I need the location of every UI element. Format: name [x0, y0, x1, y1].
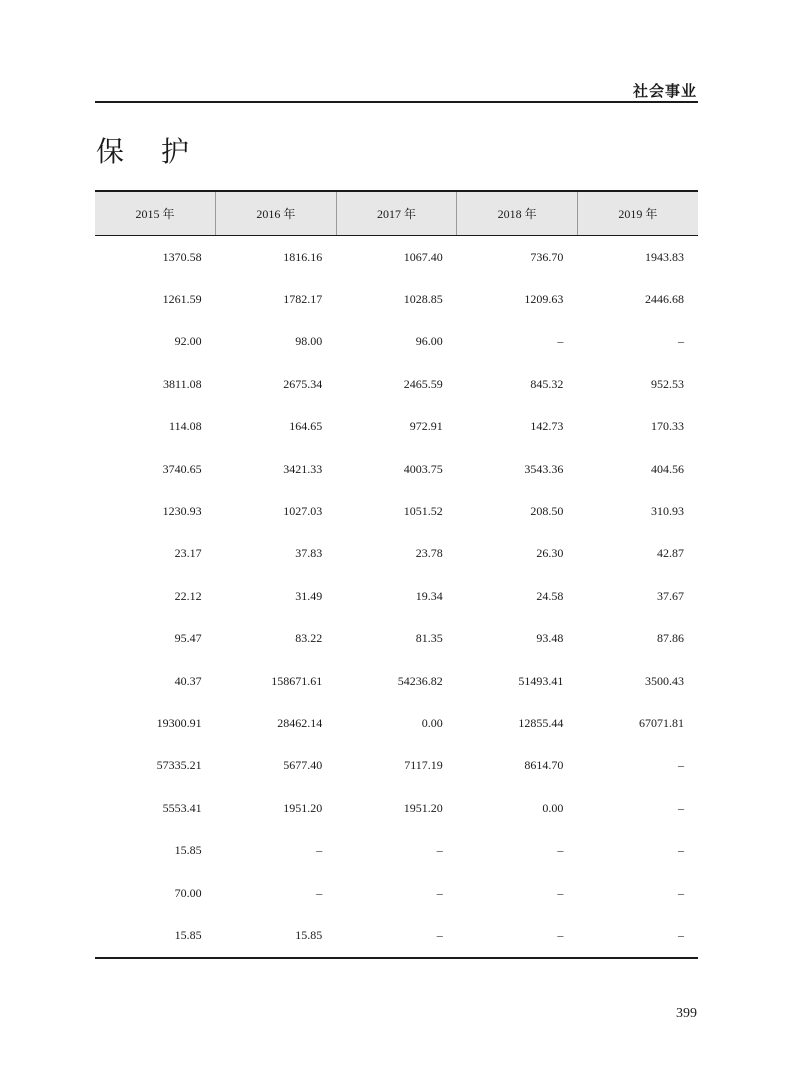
table-cell: 95.47	[174, 631, 202, 646]
table-cell: 96.00	[415, 334, 443, 349]
table-cell: 87.86	[657, 631, 684, 646]
table-cell: 24.58	[536, 588, 564, 603]
table-cell: 93.48	[536, 631, 564, 646]
table-row	[95, 829, 698, 871]
table-cell: 98.00	[295, 334, 323, 349]
table-cell: 0.00	[421, 715, 443, 730]
table-cell: –	[436, 843, 443, 858]
table-cell: 37.83	[295, 546, 323, 561]
table-row	[95, 321, 698, 363]
data-table	[95, 190, 698, 959]
table-cell: 67071.81	[639, 715, 684, 730]
table-cell: 22.12	[174, 588, 202, 603]
table-cell: –	[678, 843, 684, 858]
table-cell: 8614.70	[524, 758, 564, 773]
table-cell: –	[457, 914, 578, 957]
table-cell: 40.37	[174, 673, 202, 688]
table-cell: 845.32	[530, 376, 564, 391]
table-cell: 83.22	[295, 631, 323, 646]
column-header: 2019 年	[577, 191, 698, 236]
table-cell: 42.87	[657, 546, 684, 561]
column-header: 2018 年	[457, 191, 578, 236]
table-cell: 51493.41	[518, 673, 564, 688]
column-header: 2017 年	[336, 191, 457, 236]
table-cell: 31.49	[295, 588, 323, 603]
table-cell: 114.08	[169, 419, 202, 434]
page-title: 保 护	[96, 135, 203, 168]
table-cell: 142.73	[530, 419, 564, 434]
section-label: 社会事业	[632, 82, 697, 100]
table-cell: 81.35	[415, 631, 443, 646]
table-row	[95, 702, 698, 744]
table-cell: 15.85	[95, 914, 216, 957]
table-cell: –	[577, 914, 698, 957]
table-cell: 92.00	[174, 334, 202, 349]
table-cell: 972.91	[409, 419, 443, 434]
table-cell: –	[557, 843, 564, 858]
table-cell: 12855.44	[518, 715, 564, 730]
table-cell: 26.30	[536, 546, 564, 561]
table-row	[95, 872, 698, 914]
table-cell: 1230.93	[162, 504, 202, 519]
header-rule	[95, 101, 698, 103]
table-cell: –	[436, 885, 443, 900]
table-cell: 1051.52	[403, 504, 443, 519]
table-cell: 1951.20	[403, 800, 443, 815]
table-cell: 1209.63	[524, 292, 564, 307]
table-cell: 7117.19	[404, 758, 443, 773]
table-row	[95, 914, 698, 957]
table-row	[95, 618, 698, 660]
table-cell: 1782.17	[283, 292, 323, 307]
table-cell: 1067.40	[403, 249, 443, 264]
table-cell: 208.50	[530, 504, 564, 519]
table-row	[95, 660, 698, 702]
table-cell: 1370.58	[162, 249, 202, 264]
table-cell: 1261.59	[162, 292, 202, 307]
table-body	[95, 236, 698, 958]
table-cell: –	[678, 885, 684, 900]
table-cell: 1027.03	[283, 504, 323, 519]
table-cell: 5677.40	[283, 758, 323, 773]
table-cell: 3811.08	[163, 376, 202, 391]
table-cell: 70.00	[174, 885, 202, 900]
table-cell: 1816.16	[283, 249, 323, 264]
table-cell: 23.17	[174, 546, 202, 561]
table-cell: 736.70	[530, 249, 564, 264]
table-cell: 3500.43	[645, 673, 684, 688]
column-header: 2015 年	[95, 191, 216, 236]
table-cell: 164.65	[289, 419, 323, 434]
table-cell: –	[678, 758, 684, 773]
table-row	[95, 363, 698, 405]
table-row	[95, 406, 698, 448]
table-cell: 15.85	[216, 914, 337, 957]
table-cell: –	[316, 843, 323, 858]
table-row	[95, 236, 698, 279]
table-cell: 952.53	[651, 376, 684, 391]
table-cell: –	[336, 914, 457, 957]
table-cell: 3543.36	[524, 461, 564, 476]
table-cell: 0.00	[542, 800, 564, 815]
table-cell: 3740.65	[162, 461, 202, 476]
table-cell: 158671.61	[271, 673, 323, 688]
table-cell: 5553.41	[162, 800, 202, 815]
table-cell: 1951.20	[283, 800, 323, 815]
table-cell: 1028.85	[403, 292, 443, 307]
table-row	[95, 448, 698, 490]
table-cell: 170.33	[651, 419, 684, 434]
page-number: 399	[676, 1006, 697, 1021]
table-cell: 2675.34	[283, 376, 323, 391]
table-cell: 57335.21	[156, 758, 202, 773]
table-cell: 23.78	[415, 546, 443, 561]
table-cell: 54236.82	[397, 673, 443, 688]
table-cell: 2465.59	[403, 376, 443, 391]
table-cell: –	[557, 885, 564, 900]
table-cell: 2446.68	[645, 292, 684, 307]
table-cell: 3421.33	[283, 461, 323, 476]
table-cell: –	[678, 334, 684, 349]
table-cell: 19.34	[415, 588, 443, 603]
table-cell: 4003.75	[403, 461, 443, 476]
table-header-row	[95, 191, 698, 236]
table-cell: 19300.91	[156, 715, 202, 730]
column-header: 2016 年	[216, 191, 337, 236]
table-row	[95, 490, 698, 532]
table-cell: –	[316, 885, 323, 900]
table-row	[95, 575, 698, 617]
table-cell: 37.67	[657, 588, 684, 603]
table-row	[95, 745, 698, 787]
table-cell: 1943.83	[645, 249, 684, 264]
table-row	[95, 533, 698, 575]
table-cell: 310.93	[651, 504, 684, 519]
table-row	[95, 278, 698, 320]
table-cell: 404.56	[651, 461, 684, 476]
table-cell: 28462.14	[277, 715, 323, 730]
table-row	[95, 787, 698, 829]
table-cell: 15.85	[174, 843, 202, 858]
table-cell: –	[678, 800, 684, 815]
table-cell: –	[557, 334, 564, 349]
